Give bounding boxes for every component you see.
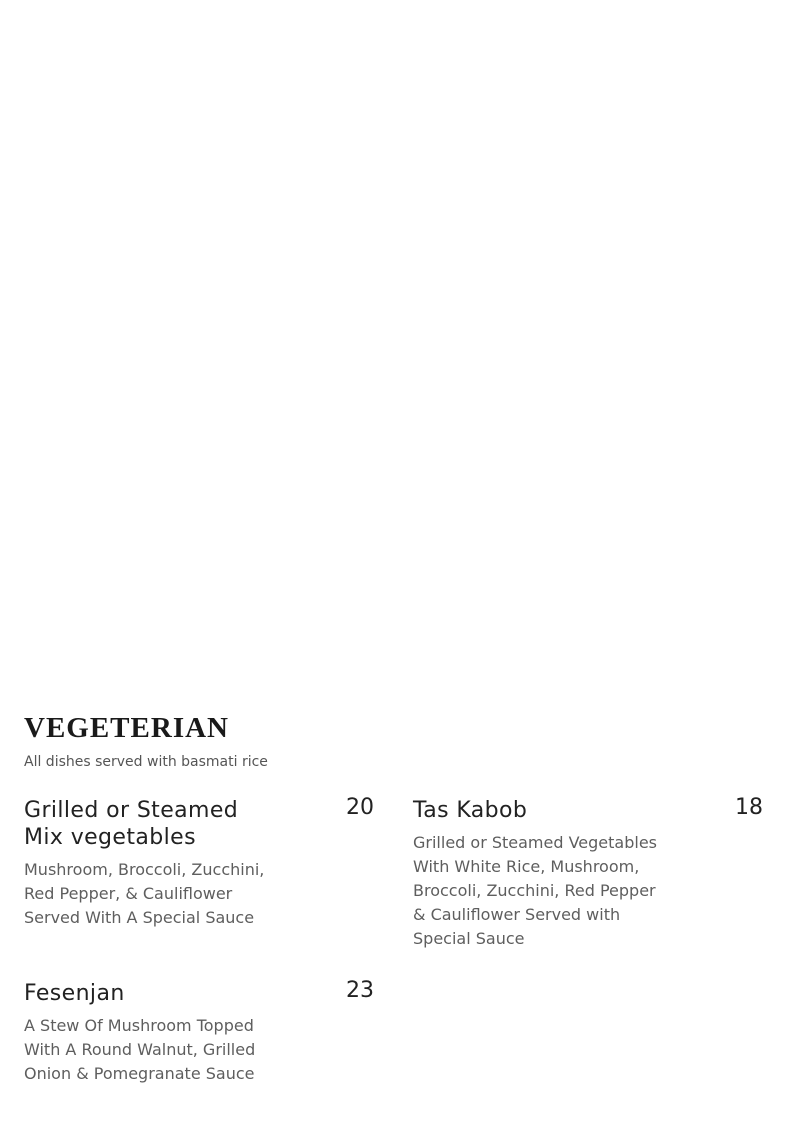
menu-item-name: Grilled or Steamed Mix vegetables xyxy=(24,798,239,850)
menu-item-name: Tas Kabob xyxy=(413,798,528,823)
menu-item-description: A Stew Of Mushroom Topped With A Round Walnut, Grilled Onion & Pomegranate Sauce xyxy=(24,1016,256,1083)
menu-item xyxy=(413,797,763,951)
menu-item-description: Grilled or Steamed Vegetables With White Rice, Mushroom, Broccoli, Zucchini, Red Pepper & Cauliflower Served with Special Sauce xyxy=(413,833,658,948)
menu-item xyxy=(24,980,374,1086)
menu-item-price: 23 xyxy=(346,978,374,1003)
menu-item-name: Fesenjan xyxy=(24,981,125,1006)
section-title: VEGETERIAN xyxy=(24,712,229,744)
section-subtitle: All dishes served with basmati rice xyxy=(24,754,268,770)
menu-item-description: Mushroom, Broccoli, Zucchini, Red Pepper, & Cauliflower Served With A Special Sauce xyxy=(24,860,265,927)
menu-item-price: 20 xyxy=(346,795,374,820)
menu-item-price: 18 xyxy=(735,795,763,820)
menu-section-vegetarian xyxy=(24,712,764,771)
menu-item xyxy=(24,797,374,930)
